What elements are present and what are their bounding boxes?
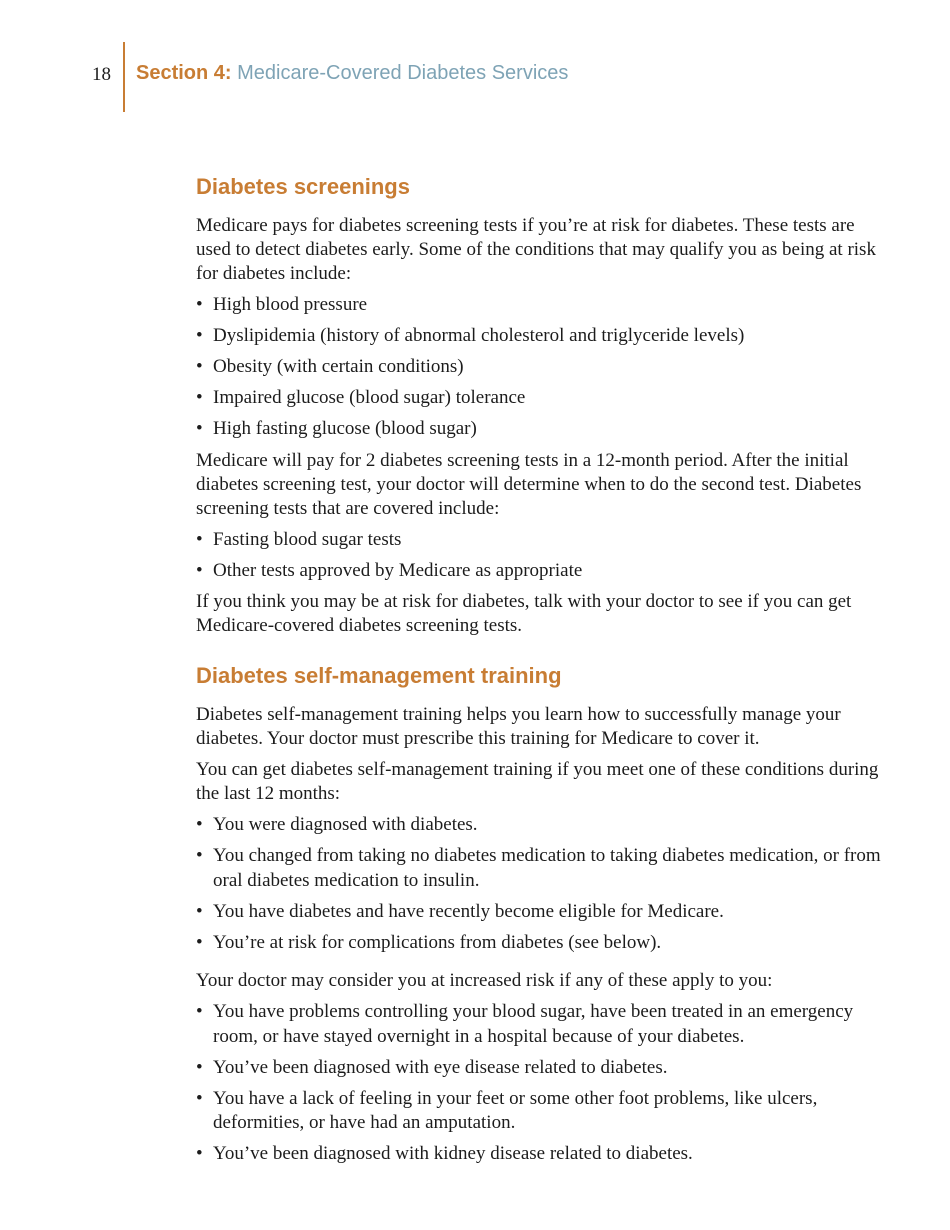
risk-conditions-list xyxy=(196,293,886,442)
risk-intro: Your doctor may consider you at increased risk if any of these apply to you: xyxy=(196,970,773,991)
list-item: • You’re at risk for complications from diabetes (see below). xyxy=(196,931,886,956)
list-item: • You have a lack of feeling in your feet or some other foot problems, like ulcers, deformities, or have had an amputation. xyxy=(196,1087,886,1136)
eligibility-intro: You can get diabetes self-management training if you meet one of these conditions during the last 12 months: xyxy=(196,759,879,804)
section-label: Section 4: xyxy=(136,62,232,84)
list-item: • High fasting glucose (blood sugar) xyxy=(196,417,886,442)
list-item: • You have problems controlling your blood sugar, have been treated in an emergency room, or have stayed overnight in a hospital because of your diabetes. xyxy=(196,1000,886,1049)
list-item: • You’ve been diagnosed with kidney disease related to diabetes. xyxy=(196,1142,886,1167)
training-intro: Diabetes self-management training helps you learn how to successfully manage your diabetes. Your doctor must prescribe this training for Medicare to cover it. xyxy=(196,704,841,749)
list-item: • You changed from taking no diabetes medication to taking diabetes medication, or from oral diabetes medication to insulin. xyxy=(196,844,886,893)
screenings-heading: Diabetes screenings xyxy=(196,174,410,199)
covered-tests-list xyxy=(196,528,886,584)
training-heading: Diabetes self-management training xyxy=(196,663,562,688)
list-item: • You were diagnosed with diabetes. xyxy=(196,813,886,838)
screenings-frequency: Medicare will pay for 2 diabetes screening tests in a 12-month period. After the initial diabetes screening test, your doctor will determine when to do the second test. Diabetes screening tests that are covered include: xyxy=(196,449,862,519)
screenings-intro: Medicare pays for diabetes screening tests if you’re at risk for diabetes. These tests are used to detect diabetes early. Some of the conditions that may qualify you as being at risk for diabetes include: xyxy=(196,215,876,284)
risk-factors-list xyxy=(196,1000,886,1167)
page-header xyxy=(136,62,568,85)
page-number: 18 xyxy=(92,64,111,85)
list-item: • Dyslipidemia (history of abnormal cholesterol and triglyceride levels) xyxy=(196,324,886,349)
main-content xyxy=(196,170,886,1174)
header-divider xyxy=(123,42,125,112)
list-item: • Impaired glucose (blood sugar) tolerance xyxy=(196,386,886,411)
screenings-closing: If you think you may be at risk for diabetes, talk with your doctor to see if you can get Medicare-covered diabetes screening tests. xyxy=(196,591,852,636)
list-item: • High blood pressure xyxy=(196,293,886,318)
list-item: • Other tests approved by Medicare as appropriate xyxy=(196,559,886,584)
list-item: • You’ve been diagnosed with eye disease related to diabetes. xyxy=(196,1056,886,1081)
list-item: • Fasting blood sugar tests xyxy=(196,528,886,553)
eligibility-list xyxy=(196,813,886,955)
list-item: • Obesity (with certain conditions) xyxy=(196,355,886,380)
section-title: Medicare-Covered Diabetes Services xyxy=(237,62,569,84)
list-item: • You have diabetes and have recently become eligible for Medicare. xyxy=(196,900,886,925)
